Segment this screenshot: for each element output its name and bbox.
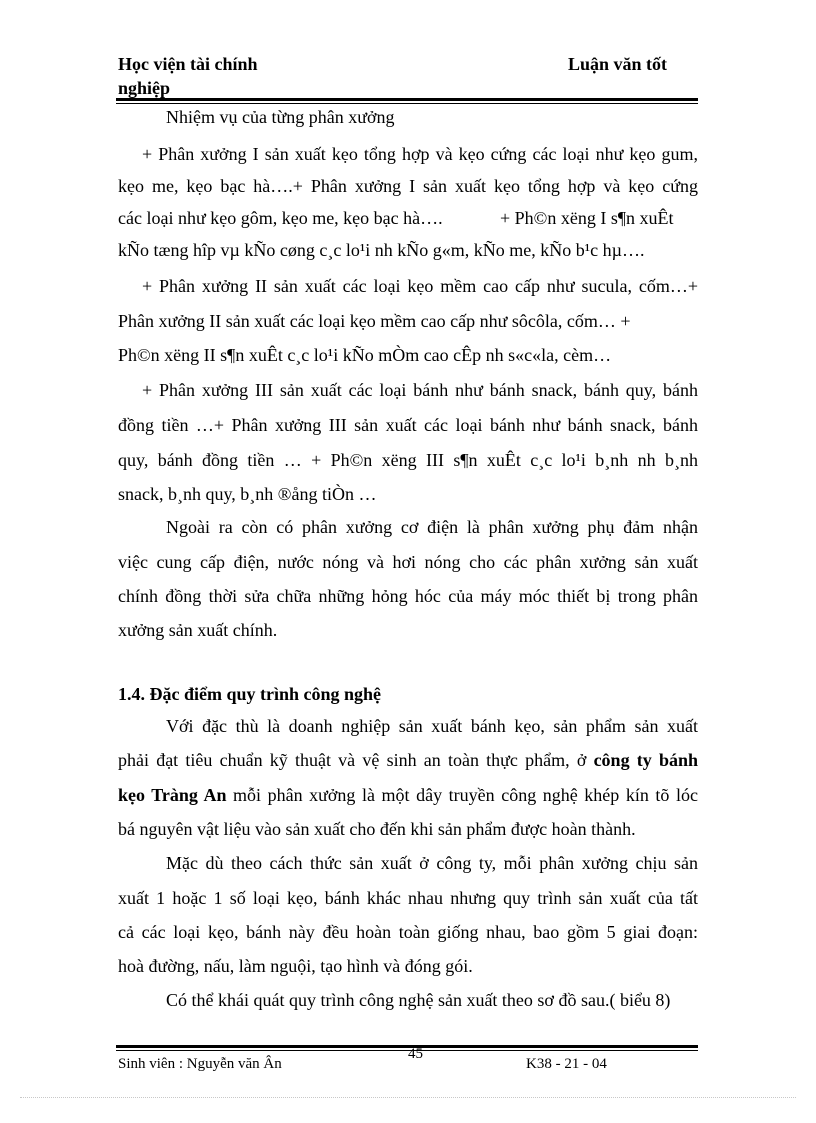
body-line: kẹo me, kẹo bạc hà….+ Phân xưởng I sản xuất kẹo tổng hợp và kẹo cứng (118, 176, 698, 196)
footer-rule-thick (116, 1045, 698, 1048)
body-line: quy, bánh đồng tiền … + Ph©n xëng III s¶n xuÊt c¸c lo¹i b¸nh nh b¸nh (118, 450, 698, 470)
body-line: + Ph©n xëng I s¶n xuÊt (500, 208, 674, 228)
body-line: bá nguyên vật liệu vào sản xuất cho đến khi sản phẩm được hoàn thành. (118, 819, 636, 839)
body-line: chính đồng thời sửa chữa những hỏng hóc của máy móc thiết bị trong phân (118, 586, 698, 606)
footer-rule-thin (116, 1050, 698, 1051)
body-line-rich (118, 785, 698, 806)
body-line: việc cung cấp điện, nước nóng và hơi nóng cho các phân xưởng sản xuất (118, 552, 698, 572)
page-edge-divider (20, 1097, 796, 1098)
body-line: hoà đường, nấu, làm nguội, tạo hình và đóng gói. (118, 956, 473, 976)
footer-student: Sinh viên : Nguyễn văn Ân (118, 1056, 282, 1072)
header-title: Luận văn tốt (568, 54, 668, 74)
header-rule-thin (116, 103, 698, 104)
section-title: 1.4. Đặc điểm quy trình công nghệ (118, 684, 382, 704)
footer-class-code: K38 - 21 - 04 (526, 1056, 607, 1072)
body-line: Phân xưởng II sản xuất các loại kẹo mềm cao cấp như sôcôla, cốm… + (118, 311, 631, 331)
body-line: các loại như kẹo gôm, kẹo me, kẹo bạc hà…. (118, 208, 443, 228)
header-rule-thick (116, 98, 698, 101)
body-line: Có thể khái quát quy trình công nghệ sản xuất theo sơ đồ sau.( biểu 8) (166, 990, 671, 1010)
body-line: snack, b¸nh quy, b¸nh ®ång tiÒn … (118, 484, 377, 504)
company-name: công ty bánh (593, 750, 699, 770)
header-institution: Học viện tài chính (118, 54, 258, 74)
body-line: kÑo tæng hîp vµ kÑo cøng c¸c lo¹i nh kÑo g«m, kÑo me, kÑo b¹c hµ…. (118, 240, 645, 260)
body-line: xuất 1 hoặc 1 số loại kẹo, bánh khác nhau nhưng quy trình sản xuất của tất (118, 888, 698, 908)
body-line: + Phân xưởng I sản xuất kẹo tổng hợp và kẹo cứng các loại như kẹo gum, (142, 144, 698, 164)
body-line: đồng tiền …+ Phân xưởng III sản xuất các loại bánh như bánh snack, bánh (118, 415, 698, 435)
company-name: kẹo Tràng An (118, 785, 227, 805)
body-text: phải đạt tiêu chuẩn kỹ thuật và vệ sinh an toàn thực phẩm, ở (118, 750, 587, 770)
body-text: mỗi phân xưởng là một dây truyền công nghệ khép kín tõ lóc (226, 785, 698, 805)
body-line: + Phân xưởng II sản xuất các loại kẹo mềm cao cấp như sucula, cốm…+ (142, 276, 698, 296)
body-line: Mặc dù theo cách thức sản xuất ở công ty, mỗi phân xưởng chịu sản (166, 853, 698, 873)
body-line: xưởng sản xuất chính. (118, 620, 278, 640)
header-institution-cont: nghiệp (118, 78, 171, 98)
paragraph-heading: Nhiệm vụ của từng phân xưởng (166, 107, 395, 127)
body-line: Ph©n xëng II s¶n xuÊt c¸c lo¹i kÑo mÒm cao cÊp nh s«c«la, cèm… (118, 345, 612, 365)
body-line-rich (118, 750, 698, 771)
body-line: Với đặc thù là doanh nghiệp sản xuất bánh kẹo, sản phẩm sản xuất (166, 716, 698, 736)
body-line: cả các loại kẹo, bánh này đều hoàn toàn giống nhau, bao gồm 5 giai đoạn: (118, 922, 698, 942)
body-line: + Phân xưởng III sản xuất các loại bánh như bánh snack, bánh quy, bánh (142, 380, 698, 400)
body-line: Ngoài ra còn có phân xưởng cơ điện là phân xưởng phụ đảm nhận (166, 517, 698, 537)
footer-page-number: 45 (408, 1046, 423, 1062)
